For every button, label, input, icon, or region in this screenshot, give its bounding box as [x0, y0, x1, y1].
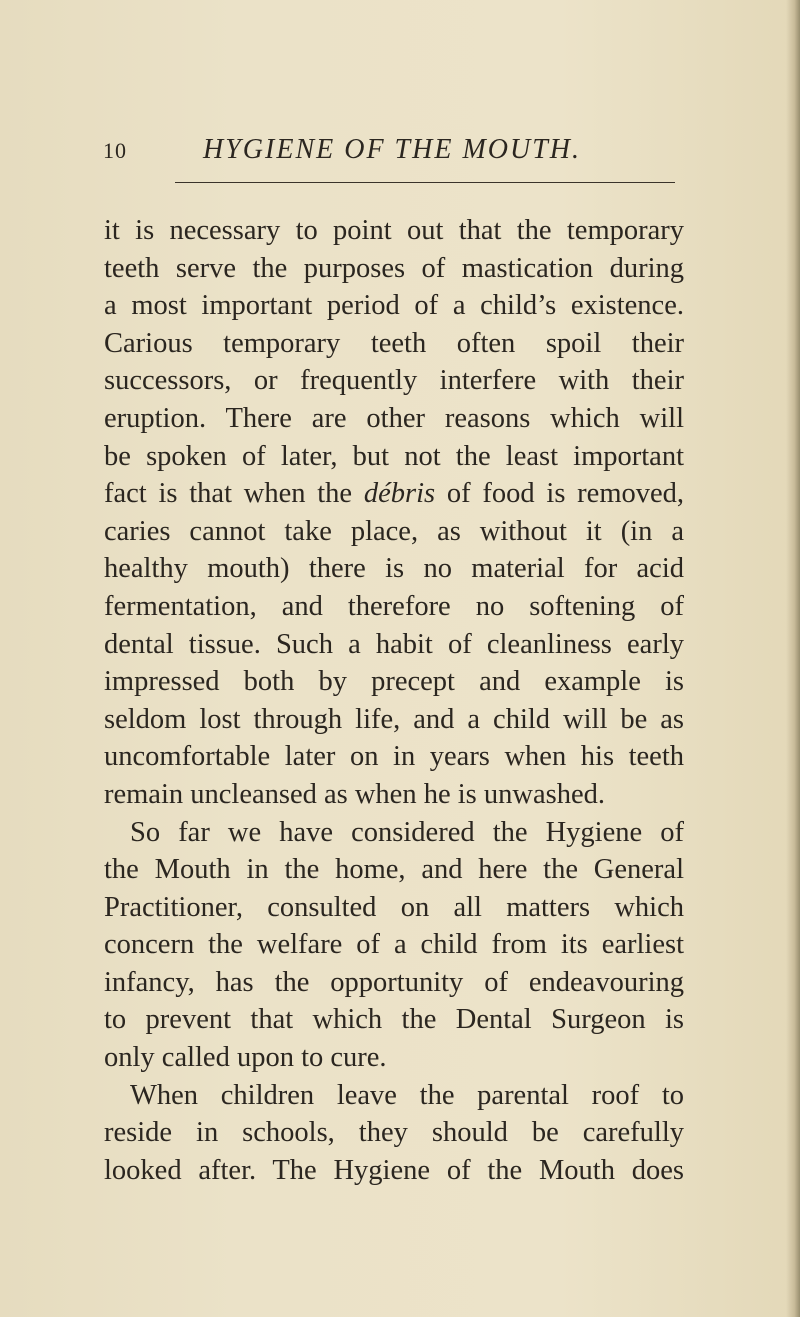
text-line: dental tissue. Such a habit of cleanliness early — [104, 628, 684, 660]
text-line: eruption. There are other reasons which will — [104, 402, 684, 434]
text-line: seldom lost through life, and a child will be as — [104, 703, 684, 735]
text-line: impressed both by precept and example is — [104, 666, 684, 698]
text-segment: fact is that when the — [104, 478, 353, 510]
text-segment: of food is removed, — [446, 478, 685, 510]
text-line: successors, or frequently interfere with their — [104, 365, 684, 397]
paragraph-start-line: So far we have considered the Hygiene of — [130, 816, 684, 848]
text-line: be spoken of later, but not the least important — [104, 440, 684, 472]
text-line: it is necessary to point out that the temporary — [104, 215, 684, 246]
text-line: concern the welfare of a child from its earliest — [104, 929, 684, 961]
text-line: the Mouth in the home, and here the General — [104, 854, 684, 886]
text-line: uncomfortable later on in years when his teeth — [104, 741, 684, 773]
text-line: Carious temporary teeth often spoil their — [104, 327, 684, 359]
text-line: fermentation, and therefore no softening of — [104, 590, 684, 622]
text-line-with-italic — [104, 475, 684, 513]
text-line: caries cannot take place, as without it (in a — [104, 515, 684, 547]
paragraph-start-line: When children leave the parental roof to — [130, 1079, 684, 1111]
body-text — [104, 212, 684, 1189]
italic-word-debris: débris — [363, 478, 436, 510]
text-line: healthy mouth) there is no material for acid — [104, 553, 684, 585]
text-line: looked after. The Hygiene of the Mouth does — [104, 1154, 684, 1186]
text-line: teeth serve the purposes of mastication during — [104, 252, 684, 284]
text-line: only called upon to cure. — [104, 1042, 387, 1074]
text-line: a most important period of a child’s existence. — [104, 290, 684, 322]
text-line: Practitioner, consulted on all matters which — [104, 891, 684, 923]
running-title: HYGIENE OF THE MOUTH. — [203, 134, 581, 165]
page-header — [103, 134, 723, 178]
text-line: to prevent that which the Dental Surgeon is — [104, 1004, 684, 1036]
header-rule — [175, 182, 675, 183]
text-line: remain uncleansed as when he is unwashed. — [104, 778, 605, 810]
text-line: reside in schools, they should be carefully — [104, 1117, 684, 1149]
page-number: 10 — [103, 138, 127, 163]
page-edge-shadow — [786, 0, 800, 1317]
text-line: infancy, has the opportunity of endeavouring — [104, 966, 684, 998]
